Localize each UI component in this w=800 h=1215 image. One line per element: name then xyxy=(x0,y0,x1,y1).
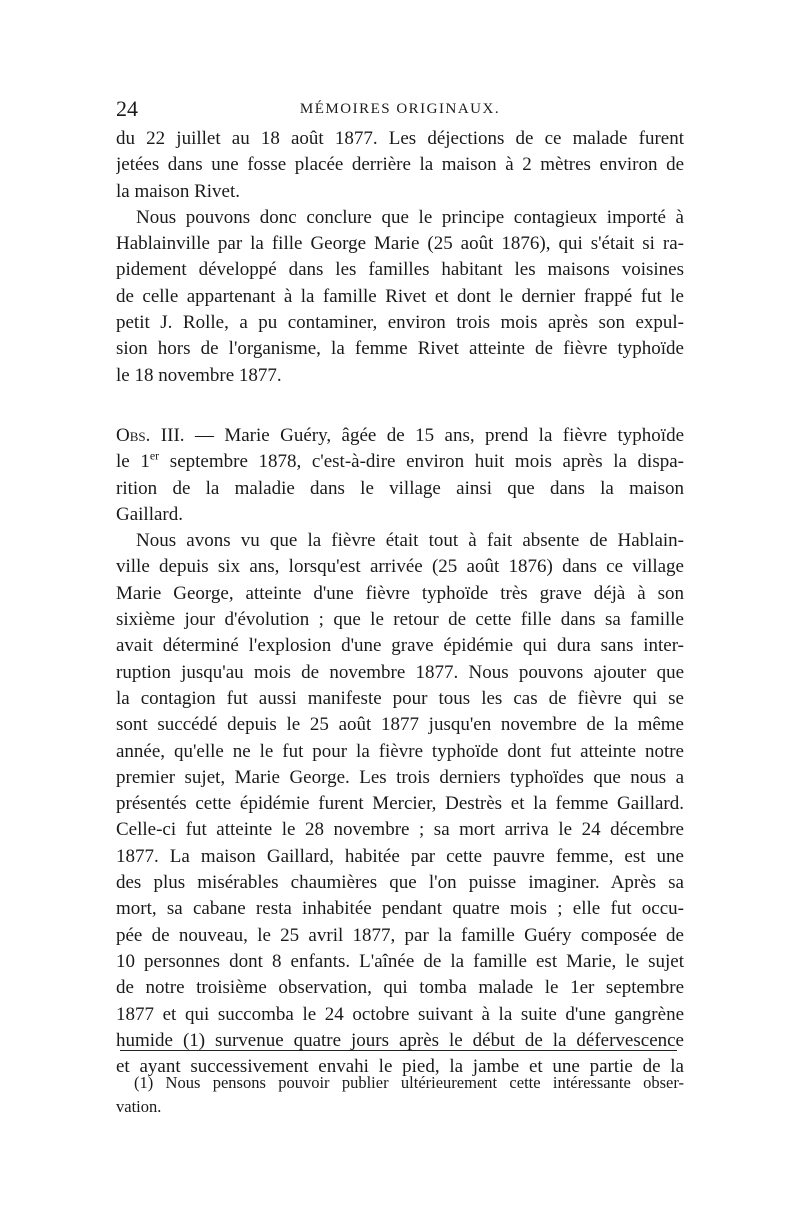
text-line: pée de nouveau, le 25 avril 1877, par la famille Guéry composée de xyxy=(116,924,684,946)
text-line: sion hors de l'organisme, la femme Rivet atteinte de fièvre typhoïde xyxy=(116,338,684,360)
observation-heading-line: Obs. III. — Marie Guéry, âgée de 15 ans, prend la fièvre typhoïde xyxy=(116,424,684,446)
text-line: jetées dans une fosse placée derrière la maison à 2 mètres environ de xyxy=(116,154,684,176)
text-line: Nous avons vu que la fièvre était tout à fait absente de Hablain- xyxy=(136,530,684,552)
text-line: mort, sa cabane resta inhabitée pendant quatre mois ; elle fut occu- xyxy=(116,898,684,920)
page-header xyxy=(116,96,684,126)
text-line: rition de la maladie dans le village ainsi que dans la maison xyxy=(116,477,684,499)
text-line: Gaillard. xyxy=(116,503,184,525)
text-line: du 22 juillet au 18 août 1877. Les déjections de ce malade furent xyxy=(116,128,684,149)
running-title: MÉMOIRES ORIGINAUX. xyxy=(299,101,501,117)
text-line: avait déterminé l'explosion d'une grave épidémie qui dura sans inter- xyxy=(116,635,684,657)
observation-label: Obs. III. xyxy=(116,424,185,446)
text-line: 10 personnes dont 8 enfants. L'aînée de la famille est Marie, le sujet xyxy=(116,950,684,972)
page-number: 24 xyxy=(116,96,138,121)
text-line: petit J. Rolle, a pu contaminer, environ trois mois après son expul- xyxy=(116,312,684,334)
text-line: sixième jour d'évolution ; que le retour de cette fille dans sa famille xyxy=(116,609,684,631)
text-line: la contagion fut aussi manifeste pour tous les cas de fièvre qui se xyxy=(116,687,684,709)
text-line: le 1er septembre 1878, c'est-à-dire environ huit mois après la dispa- xyxy=(116,449,684,473)
body-text xyxy=(116,126,684,1080)
footnotes xyxy=(116,1071,684,1119)
text-line: le 18 novembre 1877. xyxy=(116,364,282,386)
text-line: des plus misérables chaumières que l'on puisse imaginer. Après sa xyxy=(116,872,684,894)
text-line: présentés cette épidémie furent Mercier, Destrès et la femme Gaillard. xyxy=(116,793,684,815)
text-line: Nous pouvons donc conclure que le principe contagieux importé à xyxy=(136,206,684,228)
text-line: la maison Rivet. xyxy=(116,180,241,202)
text-line: année, qu'elle ne le fut pour la fièvre typhoïde dont fut atteinte notre xyxy=(116,740,684,762)
text-line: premier sujet, Marie George. Les trois derniers typhoïdes que nous a xyxy=(116,766,684,788)
text-line: Marie George, atteinte d'une fièvre typhoïde très grave déjà à son xyxy=(116,582,684,604)
text-line: 1877. La maison Gaillard, habitée par cette pauvre femme, est une xyxy=(116,845,684,867)
text-line: humide (1) survenue quatre jours après le début de la défervescence xyxy=(116,1029,684,1051)
text-line: sont succédé depuis le 25 août 1877 jusqu'en novembre de la même xyxy=(116,714,684,736)
text-line: Celle-ci fut atteinte le 28 novembre ; sa mort arriva le 24 décembre xyxy=(116,819,684,841)
footnote-line: (1) Nous pensons pouvoir publier ultérieurement cette intéressante obser- xyxy=(134,1073,684,1092)
text-line: de celle appartenant à la famille Rivet et dont le dernier frappé fut le xyxy=(116,285,684,307)
footnote-line: vation. xyxy=(116,1097,162,1116)
text-line: Hablainville par la fille George Marie (25 août 1876), qui s'était si ra- xyxy=(116,233,684,255)
text-line: ruption jusqu'au mois de novembre 1877. Nous pouvons ajouter que xyxy=(116,661,684,683)
text-line: et ayant successivement envahi le pied, la jambe et une partie de la xyxy=(116,1056,684,1078)
text-line: pidement développé dans les familles habitant les maisons voisines xyxy=(116,259,684,281)
text-line: ville depuis six ans, lorsqu'est arrivée (25 août 1876) dans ce village xyxy=(116,556,684,578)
footnote-divider xyxy=(120,1050,677,1051)
text-line: de notre troisième observation, qui tomba malade le 1er septembre xyxy=(116,977,684,999)
text-line: 1877 et qui succomba le 24 octobre suivant à la suite d'une gangrène xyxy=(116,1003,684,1025)
